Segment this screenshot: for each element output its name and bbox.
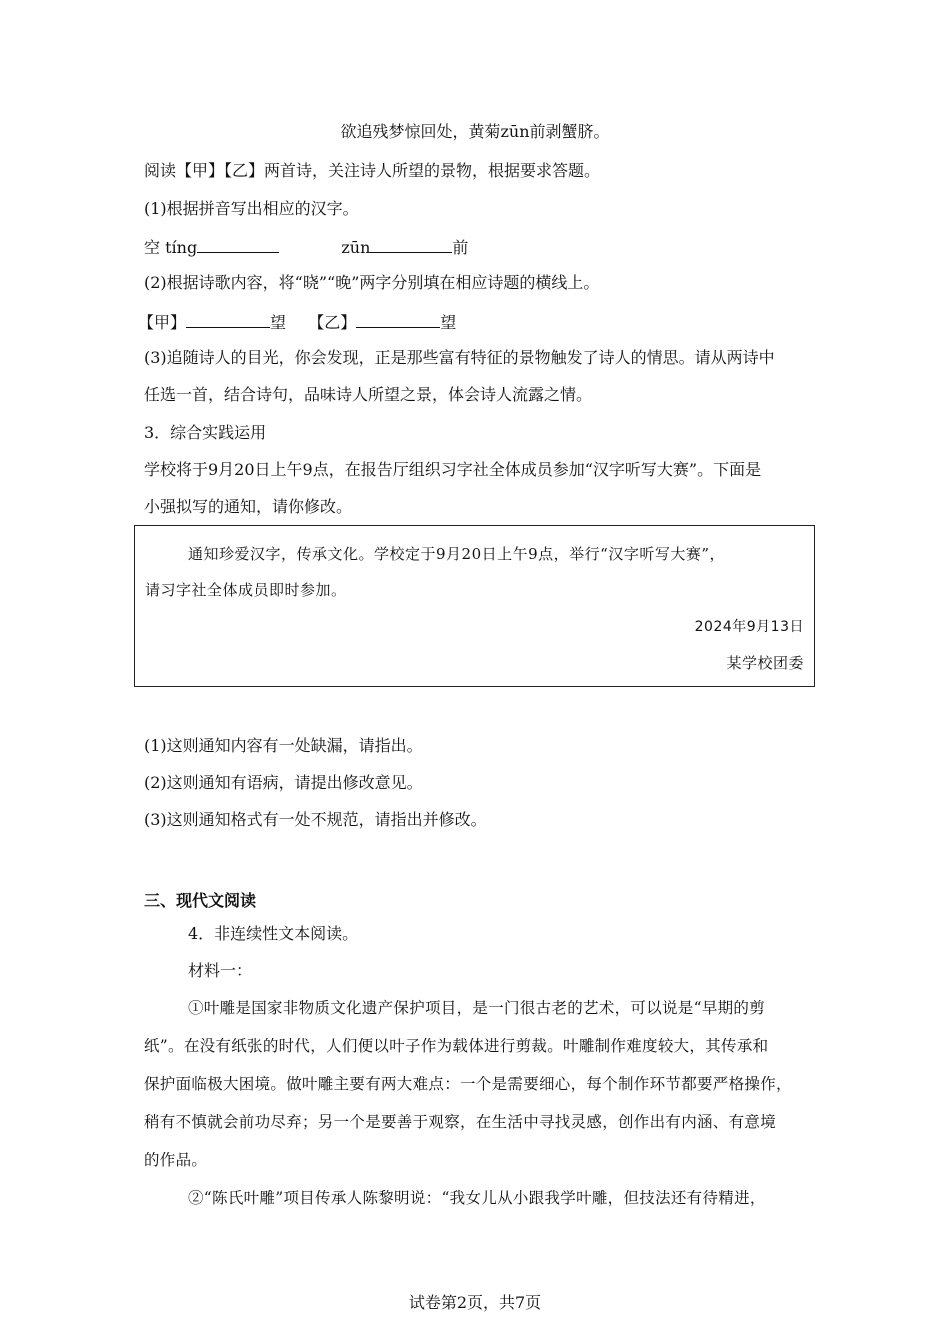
q1-part2-prefix: zūn [341,238,371,257]
material-label: 材料一： [188,961,253,980]
q2-jia-label: 【甲】 [138,313,187,332]
material-para-1 [144,989,808,1179]
section3-desc-line-2: 小强拟写的通知，请你修改。 [144,497,353,516]
notice-signer: 某学校团委 [726,654,804,672]
q2-yi-suffix: 望 [440,313,457,332]
q2-jia-blank[interactable] [186,311,270,328]
q2-yi-label: 【乙】 [308,313,357,332]
para2-line-1: ②“陈氏叶雕”项目传承人陈黎明说：“我女儿从小跟我学叶雕，但技法还有待精进， [188,1189,766,1207]
q2-jia-suffix: 望 [270,313,287,332]
q2-answer-line [138,311,456,333]
section-heading: 三、现代文阅读 [144,891,257,910]
notice-line-1: 通知珍爱汉字，传承文化。学校定于9月20日上午9点，举行“汉字听写大赛”， [188,545,726,563]
instruction: 阅读【甲】【乙】两首诗，关注诗人所望的景物，根据要求答题。 [144,161,601,180]
para1-line-1: ①叶雕是国家非物质文化遗产保护项目，是一门很古老的艺术，可以说是“早期的剪 [188,999,766,1017]
q1-answer-line [144,236,468,258]
q3-line-1: (3)追随诗人的目光，你会发现，正是那些富有特征的景物触发了诗人的情思。请从两诗中 [144,348,775,367]
para1-line-4: 稍有不慎就会前功尽弃；另一个是要善于观察，在生活中寻找灵感，创作出有内涵、有意境 [144,1113,777,1131]
q1-label: (1)根据拼音写出相应的汉字。 [144,199,359,218]
q1-blank-1[interactable] [197,236,279,253]
section3-title: 3．综合实践运用 [144,423,267,442]
notice-box [134,525,815,687]
q2-yi-blank[interactable] [356,311,440,328]
q1-part2-suffix: 前 [452,238,469,257]
sub-question-2: (2)这则通知有语病，请提出修改意见。 [144,773,423,792]
q1-part1-prefix: 空 tíng [144,238,198,257]
material-para-2 [144,1179,808,1217]
sub-question-1: (1)这则通知内容有一处缺漏，请指出。 [144,736,423,755]
q2-label: (2)根据诗歌内容，将“晓”“晚”两字分别填在相应诗题的横线上。 [144,273,600,292]
para1-line-5: 的作品。 [144,1151,208,1169]
section3-desc-line-1: 学校将于9月20日上午9点，在报告厅组织习字社全体成员参加“汉字听写大赛”。下面是 [144,460,762,479]
notice-date: 2024年9月13日 [694,619,804,635]
q3-line-2: 任选一首，结合诗句，品味诗人所望之景，体会诗人流露之情。 [144,385,593,404]
poem-line: 欲追残梦惊回处，黄菊zūn前剥蟹脐。 [340,122,610,141]
para1-line-3: 保护面临极大困境。做叶雕主要有两大难点：一个是需要细心，每个制作环节都要严格操作， [144,1075,792,1093]
notice-line-2: 请习字社全体成员即时参加。 [145,581,347,599]
para1-line-2: 纸”。在没有纸张的时代，人们便以叶子作为载体进行剪裁。叶雕制作难度较大，其传承和 [144,1037,769,1055]
q1-blank-2[interactable] [370,236,452,253]
q4-title: 4．非连续性文本阅读。 [188,924,359,943]
sub-question-3: (3)这则通知格式有一处不规范，请指出并修改。 [144,810,487,829]
page-footer: 试卷第2页，共7页 [408,1293,542,1312]
